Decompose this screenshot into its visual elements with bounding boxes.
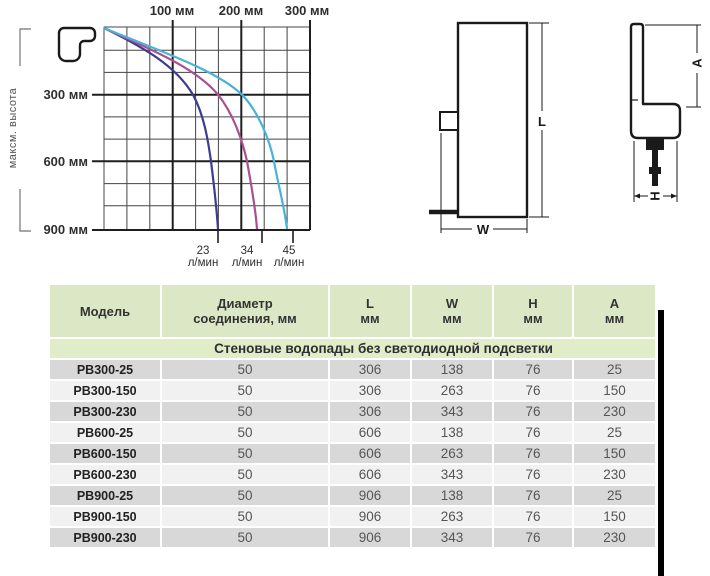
chart-grid-minor xyxy=(104,27,310,230)
diameter-cell: 50 xyxy=(161,380,329,401)
a-cell: 150 xyxy=(573,380,656,401)
model-cell: PB600-230 xyxy=(49,464,161,485)
table-row xyxy=(49,359,656,380)
front-view-drawing xyxy=(429,23,549,237)
table-row xyxy=(49,422,656,443)
w-cell: 263 xyxy=(411,506,493,527)
front-view-body xyxy=(458,23,527,217)
model-cell: PB600-150 xyxy=(49,443,161,464)
col-header-h: H мм xyxy=(493,284,573,338)
col-header-model xyxy=(49,284,161,338)
diameter-cell: 50 xyxy=(161,485,329,506)
flow-unit-23: л/мин xyxy=(187,257,219,269)
table-row xyxy=(49,443,656,464)
h-cell: 76 xyxy=(493,527,573,548)
l-cell: 606 xyxy=(329,443,411,464)
w-cell: 343 xyxy=(411,527,493,548)
l-cell: 606 xyxy=(329,422,411,443)
a-cell: 150 xyxy=(573,443,656,464)
flow-value-34: 34 xyxy=(240,245,254,257)
w-cell: 138 xyxy=(411,359,493,380)
dimension-A-label: A xyxy=(689,58,705,68)
a-cell: 150 xyxy=(573,506,656,527)
h-cell: 76 xyxy=(493,506,573,527)
model-cell: PB600-25 xyxy=(49,422,161,443)
flow-chart xyxy=(7,3,329,269)
side-view-drawing xyxy=(631,24,705,204)
table-row xyxy=(49,464,656,485)
col-header-diameter: Диаметр соединения, мм xyxy=(161,284,329,338)
x-axis-label-200: 200 мм xyxy=(218,3,264,18)
chart-grid-major xyxy=(92,20,310,230)
flow-value-23: 23 xyxy=(196,245,210,257)
y-axis-label-900: 900 мм xyxy=(43,222,88,237)
table-row xyxy=(49,401,656,422)
h-cell: 76 xyxy=(493,422,573,443)
w-cell: 343 xyxy=(411,464,493,485)
model-cell: PB900-25 xyxy=(49,485,161,506)
y-axis-label-300: 300 мм xyxy=(43,87,88,102)
height-bracket xyxy=(20,29,31,231)
page-edge-bar xyxy=(658,310,664,576)
curve-flow-23 xyxy=(104,28,218,229)
w-cell: 138 xyxy=(411,422,493,443)
model-cell: PB300-150 xyxy=(49,380,161,401)
col-header-a: A мм xyxy=(573,284,656,338)
table-row xyxy=(49,506,656,527)
h-cell: 76 xyxy=(493,380,573,401)
dimension-H-label: H xyxy=(647,191,663,201)
w-cell: 343 xyxy=(411,401,493,422)
l-cell: 906 xyxy=(329,527,411,548)
col-header-w: W мм xyxy=(411,284,493,338)
diameter-cell: 50 xyxy=(161,464,329,485)
h-cell: 76 xyxy=(493,401,573,422)
header-row xyxy=(49,284,656,338)
dimension-L-label: L xyxy=(538,114,546,129)
side-view-profile xyxy=(631,24,680,138)
h-cell: 76 xyxy=(493,443,573,464)
x-axis-label-100: 100 мм xyxy=(149,3,195,18)
a-cell: 25 xyxy=(573,485,656,506)
l-cell: 306 xyxy=(329,380,411,401)
a-cell: 230 xyxy=(573,401,656,422)
h-cell: 76 xyxy=(493,359,573,380)
a-cell: 230 xyxy=(573,527,656,548)
a-cell: 25 xyxy=(573,422,656,443)
spout-cross-section-icon xyxy=(59,28,95,61)
front-view-connector-tab xyxy=(440,112,458,130)
table-row xyxy=(49,380,656,401)
diameter-cell: 50 xyxy=(161,422,329,443)
l-cell: 906 xyxy=(329,485,411,506)
w-cell: 138 xyxy=(411,485,493,506)
h-cell: 76 xyxy=(493,485,573,506)
l-cell: 306 xyxy=(329,359,411,380)
side-view-pipe-connector xyxy=(646,138,664,186)
table-row xyxy=(49,485,656,506)
model-cell: PB300-230 xyxy=(49,401,161,422)
diameter-cell: 50 xyxy=(161,443,329,464)
diameter-cell: 50 xyxy=(161,527,329,548)
model-cell: PB900-150 xyxy=(49,506,161,527)
x-axis-label-300: 300 мм xyxy=(284,3,330,18)
table-row xyxy=(49,527,656,548)
a-cell: 230 xyxy=(573,464,656,485)
l-cell: 906 xyxy=(329,506,411,527)
w-cell: 263 xyxy=(411,443,493,464)
flow-unit-45: л/мин xyxy=(273,257,305,269)
flow-unit-34: л/мин xyxy=(231,257,263,269)
diameter-cell: 50 xyxy=(161,506,329,527)
model-cell: PB300-25 xyxy=(49,359,161,380)
col-header-l: L мм xyxy=(329,284,411,338)
a-cell: 25 xyxy=(573,359,656,380)
flow-tick-marks xyxy=(218,230,293,243)
y-axis-label-600: 600 мм xyxy=(43,154,88,169)
category-subheader: Стеновые водопады без светодиодной подсветки xyxy=(49,338,656,359)
top-graphics xyxy=(0,0,710,280)
model-cell: PB900-230 xyxy=(49,527,161,548)
h-cell: 76 xyxy=(493,464,573,485)
l-cell: 306 xyxy=(329,401,411,422)
dimension-W-label: W xyxy=(476,222,490,237)
w-cell: 263 xyxy=(411,380,493,401)
y-axis-title: максм. высота xyxy=(7,87,19,169)
subheader-row xyxy=(49,338,656,359)
diameter-cell: 50 xyxy=(161,359,329,380)
spec-table xyxy=(48,283,657,549)
l-cell: 606 xyxy=(329,464,411,485)
diameter-cell: 50 xyxy=(161,401,329,422)
col-header-model-label: Модель xyxy=(79,303,131,319)
flow-value-45: 45 xyxy=(282,245,296,257)
